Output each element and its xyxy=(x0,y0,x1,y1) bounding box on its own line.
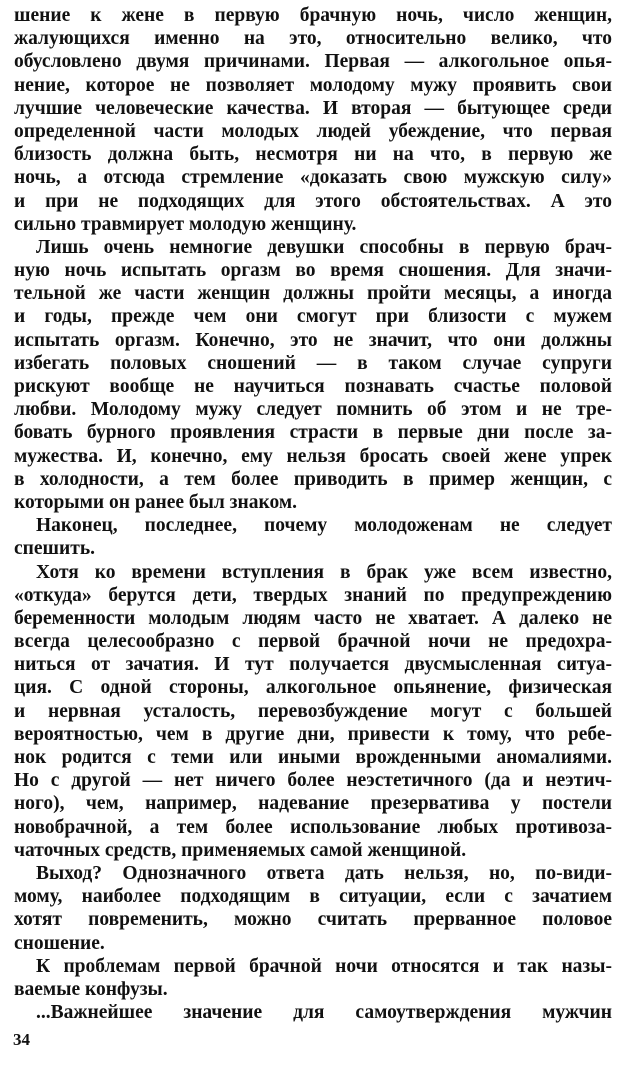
text-line: ...Важнейшее значение для самоутверждения мужчин xyxy=(36,1002,612,1024)
text-line: лучшие человеческие качества. И вторая — бытующее среди xyxy=(14,97,612,119)
text-line: ваемые конфузы. xyxy=(14,978,168,1000)
text-line: шение к жене в первую брачную ночь, число женщин, xyxy=(14,5,612,26)
text-line: и нервная усталость, перевозбуждение могут с большей xyxy=(14,700,612,722)
text-line: определенной части молодых людей убеждение, что первая xyxy=(14,120,612,142)
text-line: Лишь очень немногие девушки способны в первую брач- xyxy=(36,236,612,258)
text-line: беременности молодым людям часто не хватает. А далеко не xyxy=(14,607,612,629)
text-line: мужества. И, конечно, ему нельзя бросать своей жене упрек xyxy=(14,445,612,467)
text-line: вероятностью, чем в другие дни, привести к тому, что ребе- xyxy=(14,723,612,745)
text-line: Но с другой — нет ничего более неэстетичного (да и неэтич- xyxy=(14,770,612,792)
text-line: обусловлено двумя причинами. Первая — алкогольное опья- xyxy=(14,51,612,73)
text-line: и при не подходящих для этого обстоятельствах. А это xyxy=(14,190,612,212)
text-line: сильно травмирует молодую женщину. xyxy=(14,213,357,235)
text-line: хотят повременить, можно считать прерванное половое xyxy=(14,909,612,931)
text-line: в холодности, а тем более приводить в пример женщин, с xyxy=(14,468,612,490)
text-line: спешить. xyxy=(14,538,96,560)
text-line: любви. Молодому мужу следует помнить об этом и не тре- xyxy=(14,399,612,421)
book-page-text xyxy=(14,4,612,1024)
text-line: сношение. xyxy=(14,932,105,954)
text-line: близость должна быть, несмотря ни на что, в первую же xyxy=(14,144,612,166)
text-line: ция. С одной стороны, алкогольное опьянение, физическая xyxy=(14,677,612,699)
text-line: «откуда» берутся дети, твердых знаний по предупреждению xyxy=(14,584,612,606)
text-line: которыми он ранее был знаком. xyxy=(14,491,298,513)
text-line: избегать половых сношений — в таком случае супруги xyxy=(14,352,612,374)
text-line: нение, которое не позволяет молодому мужу проявить свои xyxy=(14,74,612,96)
text-line: Наконец, последнее, почему молодоженам не следует xyxy=(36,515,612,537)
text-line: жалующихся именно на это, относительно велико, что xyxy=(14,28,612,50)
text-line: мому, наиболее подходящим в ситуации, если с зачатием xyxy=(14,886,612,908)
text-line: ную ночь испытать оргазм во время сношения. Для значи- xyxy=(14,260,612,282)
text-line: бовать бурного проявления страсти в первые дни после за- xyxy=(14,422,612,444)
text-line: Выход? Однозначного ответа дать нельзя, но, по-види- xyxy=(36,862,612,884)
text-line: чаточных средств, применяемых самой женщиной. xyxy=(14,839,467,861)
page-number: 34 xyxy=(13,1030,30,1049)
text-line: тельной же части женщин должны пройти месяцы, а иногда xyxy=(14,283,612,305)
text-line: ниться от зачатия. И тут получается двусмысленная ситуа- xyxy=(14,654,612,676)
text-line: новобрачной, а тем более использование любых противоза- xyxy=(14,816,612,838)
text-line: рискуют вообще не научиться познавать счастье половой xyxy=(14,376,612,397)
text-line: ночь, а отсюда стремление «доказать свою мужскую силу» xyxy=(14,167,612,189)
text-line: и годы, прежде чем они смогут при близости с мужем xyxy=(14,306,612,328)
text-line: испытать оргазм. Конечно, это не значит, что они должны xyxy=(14,329,612,351)
text-line: Хотя ко времени вступления в брак уже всем известно, xyxy=(36,561,612,583)
text-line: всегда целесообразно с первой брачной ночи не предохра- xyxy=(14,631,612,653)
text-line: К проблемам первой брачной ночи относятся и так назы- xyxy=(36,955,612,977)
text-line: ного), чем, например, надевание презерватива у постели xyxy=(14,793,612,815)
text-line: нок родится с теми или иными врожденными аномалиями. xyxy=(14,747,612,768)
